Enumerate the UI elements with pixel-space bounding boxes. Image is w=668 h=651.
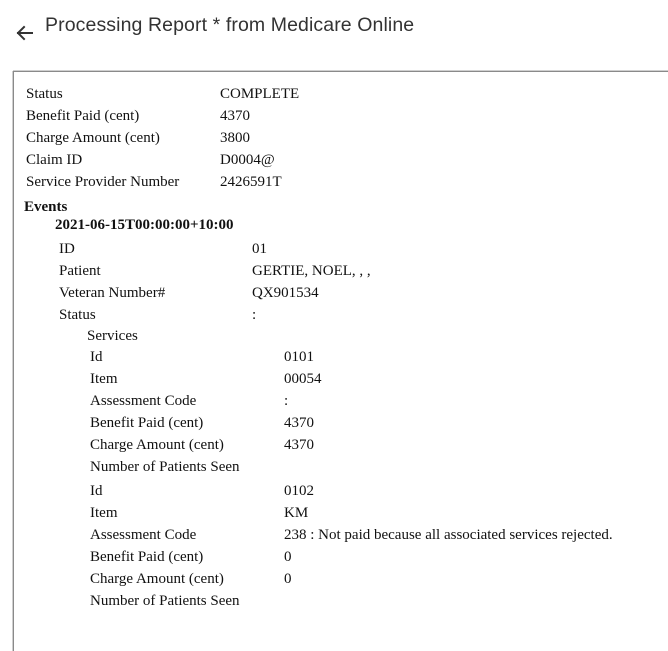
service-1-value-benefit-paid: 4370 [284, 415, 314, 431]
services-heading: Services [87, 328, 138, 344]
event-label-veteran-number: Veteran Number# [59, 285, 166, 301]
page-header [0, 0, 668, 60]
service-1-value-id: 0101 [284, 349, 314, 365]
arrow-left-icon[interactable] [14, 22, 36, 44]
service-2-label-id: Id [90, 483, 103, 499]
event-date: 2021-06-15T00:00:00+10:00 [55, 217, 234, 233]
service-2-value-assessment-code: 238 : Not paid because all associated services rejected. [284, 527, 613, 543]
service-1-label-charge-amount: Charge Amount (cent) [90, 437, 224, 453]
event-value-patient: GERTIE, NOEL, , , [252, 263, 371, 279]
service-2-label-benefit-paid: Benefit Paid (cent) [90, 549, 204, 565]
summary-label-benefit-paid: Benefit Paid (cent) [26, 108, 140, 124]
summary-label-claim-id: Claim ID [26, 152, 83, 168]
service-1-value-assessment-code: : [284, 393, 289, 409]
service-1-label-benefit-paid: Benefit Paid (cent) [90, 415, 204, 431]
event-value-id: 01 [252, 241, 267, 257]
event-value-status: : [252, 307, 257, 323]
event-label-status: Status [59, 307, 96, 323]
service-2-label-assessment-code: Assessment Code [90, 527, 197, 543]
event-label-patient: Patient [59, 263, 101, 279]
summary-value-benefit-paid: 4370 [220, 108, 250, 124]
service-1-value-charge-amount: 4370 [284, 437, 314, 453]
summary-label-status: Status [26, 86, 63, 102]
event-label-id: ID [59, 241, 75, 257]
summary-value-service-provider: 2426591T [220, 174, 282, 190]
summary-label-charge-amount: Charge Amount (cent) [26, 130, 160, 146]
service-2-value-id: 0102 [284, 483, 314, 499]
service-1-label-patients-seen: Number of Patients Seen [90, 459, 240, 475]
summary-value-charge-amount: 3800 [220, 130, 250, 146]
service-2-value-benefit-paid: 0 [284, 549, 292, 565]
event-value-veteran-number: QX901534 [252, 285, 319, 301]
service-1-label-assessment-code: Assessment Code [90, 393, 197, 409]
service-2-label-item: Item [90, 505, 118, 521]
service-2-value-charge-amount: 0 [284, 571, 292, 587]
events-heading: Events [24, 199, 68, 215]
summary-value-status: COMPLETE [220, 86, 300, 102]
summary-value-claim-id: D0004@ [220, 152, 275, 168]
service-1-label-id: Id [90, 349, 103, 365]
service-1-label-item: Item [90, 371, 118, 387]
service-2-value-item: KM [284, 505, 309, 521]
service-1-value-item: 00054 [284, 371, 322, 387]
page-title: Processing Report * from Medicare Online [45, 14, 415, 36]
summary-label-service-provider: Service Provider Number [26, 174, 180, 190]
service-2-label-charge-amount: Charge Amount (cent) [90, 571, 224, 587]
service-2-label-patients-seen: Number of Patients Seen [90, 593, 240, 609]
